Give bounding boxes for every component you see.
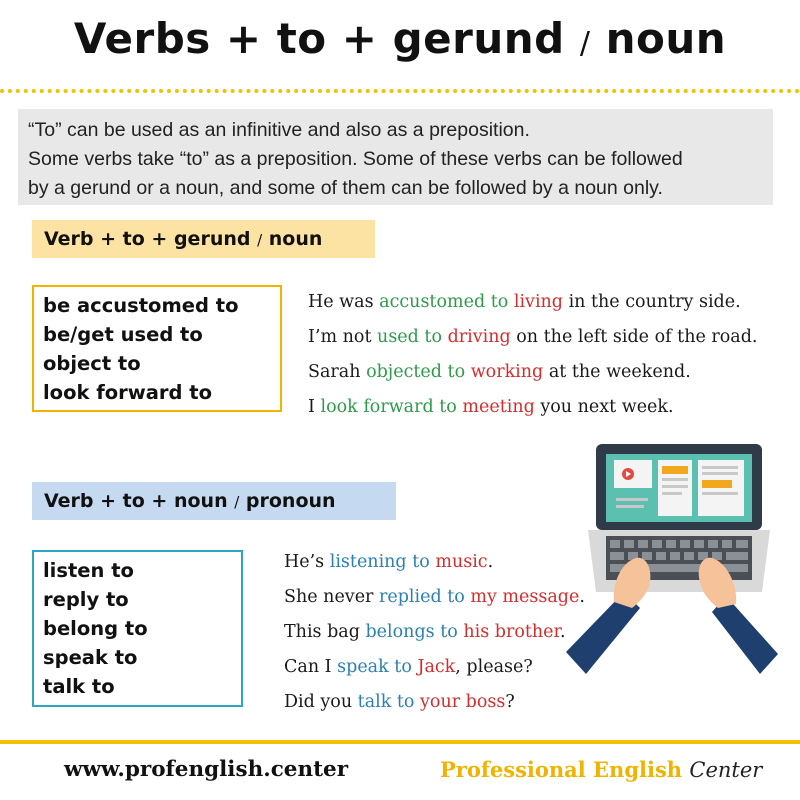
doc-line bbox=[662, 492, 682, 495]
section1-header-end: noun bbox=[268, 228, 323, 250]
example-post: . bbox=[579, 587, 585, 607]
example-object: your boss bbox=[420, 692, 506, 712]
doc-bar bbox=[702, 480, 732, 488]
example-post: . bbox=[487, 552, 494, 572]
verb-item: be/get used to bbox=[43, 323, 203, 346]
verb-item: listen to bbox=[43, 559, 134, 582]
brand-script: Center bbox=[689, 758, 763, 782]
page-title bbox=[0, 14, 800, 63]
website-url: www.profenglish.center bbox=[64, 757, 349, 782]
dotted-divider bbox=[0, 89, 800, 93]
title-slash: / bbox=[579, 26, 591, 61]
section2-header-slash: / bbox=[234, 493, 240, 511]
example-verb: replied to bbox=[378, 587, 465, 607]
example-sentence bbox=[284, 580, 585, 615]
doc-bar bbox=[662, 466, 688, 474]
verb-item: speak to bbox=[43, 646, 138, 669]
section1-verb-list bbox=[32, 285, 282, 412]
verb-item: object to bbox=[43, 352, 141, 375]
example-object: living bbox=[513, 292, 564, 312]
example-verb: accustomed to bbox=[379, 292, 509, 312]
example-sentence bbox=[284, 615, 585, 650]
example-post: , please? bbox=[455, 657, 533, 677]
section2-examples bbox=[284, 545, 585, 720]
example-object: working bbox=[470, 362, 544, 382]
verb-item: be accustomed to bbox=[43, 294, 239, 317]
example-pre: Did you bbox=[284, 692, 358, 712]
doc-line bbox=[702, 492, 738, 495]
section1-header bbox=[32, 220, 375, 258]
footer-divider bbox=[0, 740, 800, 744]
example-pre: He’s bbox=[284, 552, 330, 572]
example-pre: I bbox=[308, 397, 321, 417]
section1-header-slash: / bbox=[257, 231, 263, 249]
doc-line bbox=[616, 498, 648, 501]
section2-header-main: Verb + to + noun bbox=[44, 490, 228, 512]
verb-item: talk to bbox=[43, 675, 115, 698]
brand-main: Professional English bbox=[440, 757, 683, 782]
example-verb: talk to bbox=[357, 692, 415, 712]
example-sentence bbox=[308, 285, 757, 320]
doc-line bbox=[702, 472, 738, 475]
example-verb: look forward to bbox=[320, 397, 457, 417]
section1-examples bbox=[308, 285, 757, 425]
example-object: meeting bbox=[462, 397, 535, 417]
example-sentence bbox=[284, 545, 585, 580]
example-verb: listening to bbox=[329, 552, 430, 572]
example-post: . bbox=[559, 622, 566, 642]
example-sentence bbox=[284, 650, 585, 685]
example-post: ? bbox=[505, 692, 515, 712]
title-part1: Verbs + to + gerund bbox=[73, 14, 565, 63]
example-post: at the weekend. bbox=[543, 362, 691, 382]
doc-line bbox=[662, 485, 688, 488]
example-sentence bbox=[284, 685, 585, 720]
example-pre: Can I bbox=[284, 657, 338, 677]
example-object: driving bbox=[447, 327, 511, 347]
intro-line: Some verbs take “to” as a preposition. Some of these verbs can be followed bbox=[28, 148, 683, 170]
intro-line: by a gerund or a noun, and some of them can be followed by a noun only. bbox=[28, 177, 663, 199]
example-sentence bbox=[308, 390, 757, 425]
example-sentence bbox=[308, 320, 757, 355]
example-verb: used to bbox=[377, 327, 442, 347]
doc-line bbox=[702, 466, 738, 469]
section2-header-end: pronoun bbox=[245, 490, 336, 512]
example-sentence bbox=[308, 355, 757, 390]
example-object: Jack bbox=[417, 657, 456, 677]
example-pre: She never bbox=[284, 587, 379, 607]
verb-item: belong to bbox=[43, 617, 148, 640]
brand-logo bbox=[440, 757, 762, 782]
section2-verb-list bbox=[32, 550, 243, 707]
right-sleeve bbox=[712, 596, 778, 674]
section2-header bbox=[32, 482, 396, 520]
example-verb: belongs to bbox=[365, 622, 458, 642]
doc-line bbox=[662, 478, 688, 481]
example-pre: I’m not bbox=[308, 327, 378, 347]
example-verb: speak to bbox=[337, 657, 412, 677]
section1-header-main: Verb + to + gerund bbox=[44, 228, 251, 250]
example-object: music bbox=[435, 552, 488, 572]
example-pre: Sarah bbox=[308, 362, 367, 382]
example-object: his brother bbox=[463, 622, 560, 642]
verb-item: look forward to bbox=[43, 381, 212, 404]
example-post: in the country side. bbox=[563, 292, 741, 312]
verb-item: reply to bbox=[43, 588, 129, 611]
example-post: on the left side of the road. bbox=[510, 327, 758, 347]
example-object: my message bbox=[470, 587, 580, 607]
example-post: you next week. bbox=[534, 397, 674, 417]
doc-line bbox=[616, 505, 644, 508]
example-pre: This bag bbox=[284, 622, 366, 642]
example-pre: He was bbox=[308, 292, 380, 312]
title-part2: noun bbox=[605, 14, 727, 63]
intro-panel bbox=[18, 109, 773, 205]
intro-line: “To” can be used as an infinitive and also as a preposition. bbox=[28, 119, 530, 141]
example-verb: objected to bbox=[366, 362, 466, 382]
laptop-typing-icon bbox=[566, 442, 778, 678]
